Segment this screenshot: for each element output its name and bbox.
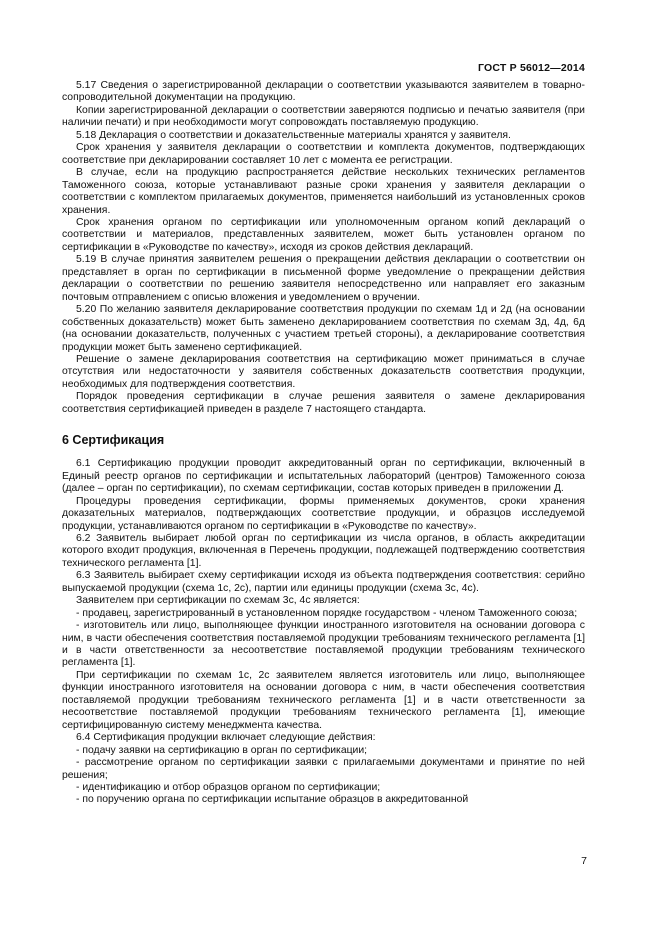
paragraph: Решение о замене декларирования соответствия на сертификацию может приниматься в случае отсутствия или недостаточности у заявителя собственных доказательств соответствия продукции, необходимых для подтверждения соответствия. [62,353,585,390]
list-item: - рассмотрение органом по сертификации заявки с прилагаемыми документами и принятие по ней решения; [62,757,585,781]
paragraph-5-19: 5.19 В случае принятия заявителем решения о прекращении действия декларации о соответствии он представляет в орган по сертификации в письменной форме уведомление о прекращении действия декларации о соответствии по решению заявителя непосредственно или направляет его заказным почтовым отправлением с описью вложения и уведомлением о вручении. [62,254,585,303]
list-item: - идентификацию и отбор образцов органом по сертификации; [76,782,381,794]
list-item: - продавец, зарегистрированный в установленном порядке государством - членом Таможенного союза; [76,607,578,619]
paragraph-6-1: 6.1 Сертификацию продукции проводит аккредитованный орган по сертификации, включенный в Единый реестр органов по сертификации и испытательных лабораторий (центров) Таможенного союза (далее – орган по сертификации), по схемам сертификации, состав которых приведен в приложении Д. [62,458,585,495]
paragraph: Копии зарегистрированной декларации о соответствии заверяются подписью и печатью заявителя (при наличии печати) и при необходимости могут сопровождать поставляемую продукцию. [62,104,585,129]
paragraph: В случае, если на продукцию распространяется действие нескольких технических регламентов Таможенного союза, которые устанавливают разные сроки хранения у заявителя декларации о соответствии с комплектом прилагаемых документов, применяется наибольший из установленных сроков хранения. [62,167,585,216]
paragraph: Заявителем при сертификации по схемам 3с, 4с является: [76,595,360,607]
paragraph: При сертификации по схемам 1с, 2с заявителем является изготовитель или лицо, выполняющее функции иностранного изготовителя на основании договора с ним, в части обеспечения соответствия поставляемой продукции требованиям технического регламента [1] и в части ответственности за несоответствие поставляемой продукции требованиям технического регламента [1], имеющие сертифицированную систему менеджмента качества. [62,669,585,731]
paragraph: Срок хранения у заявителя декларации о соответствии и комплекта документов, подтверждающих соответствие при декларировании составляет 10 лет с момента ее регистрации. [62,142,585,166]
paragraph-5-18: 5.18 Декларация о соответствии и доказательственные материалы хранятся у заявителя. [76,129,511,141]
paragraph-6-3: 6.3 Заявитель выбирает схему сертификации исходя из объекта подтверждения соответствия: серийно выпускаемой продукции (схема 1с, 2с), партии или единицы продукции (схема 3с, 4с). [62,570,585,594]
list-item: - по поручению органа по сертификации испытание образцов в аккредитованной [76,794,469,806]
paragraph: Порядок проведения сертификации в случае решения заявителя о замене декларирования соответствия сертификацией приведен в разделе 7 настоящего стандарта. [62,391,585,415]
list-item: - изготовитель или лицо, выполняющее функции иностранного изготовителя на основании договора с ним, в части обеспечения соответствия поставляемой продукции требованиям технического регламента [1] и в части ответственности за несоответствие поставляемой продукции требованиям технического регламента [1]. [62,620,585,669]
paragraph: Процедуры проведения сертификации, формы применяемых документов, сроки хранения доказательных материалов, подтверждающих соответствие продукции, и образцов исследуемой продукции, устанавливаются органом по сертификации в «Руководстве по качеству». [62,495,585,532]
paragraph-6-4: 6.4 Сертификация продукции включает следующие действия: [76,732,376,744]
paragraph: Срок хранения органом по сертификации или уполномоченным органом копий деклараций о соответствии и материалов, представленных заявителем, может быть установлен органом по сертификации в «Руководстве по качеству», исходя из сроков действия деклараций. [62,216,585,253]
document-code-header: ГОСТ Р 56012—2014 [477,62,585,74]
paragraph-5-20: 5.20 По желанию заявителя декларирование соответствия продукции по схемам 1д и 2д (на основании собственных доказательств) может быть заменено декларированием соответствия по схемам 3д, 4д, 6д (на основании доказательств, полученных с участием третьей стороны), а декларирование соответствия продукции может быть заменено сертификацией. [62,304,585,353]
paragraph-6-2: 6.2 Заявитель выбирает любой орган по сертификации из числа органов, в область аккредитации которого входит продукция, включенная в Перечень продукции, подлежащей подтверждению соответствия технического регламента [1]. [62,532,585,569]
section-heading: 6 Сертификация [62,433,165,448]
list-item: - подачу заявки на сертификацию в орган по сертификации; [76,744,368,756]
page-body [62,80,585,807]
page-number: 7 [581,855,587,867]
paragraph-5-17: 5.17 Сведения о зарегистрированной декларации о соответствии указываются заявителем в товарно-сопроводительной документации на продукцию. [62,80,585,104]
